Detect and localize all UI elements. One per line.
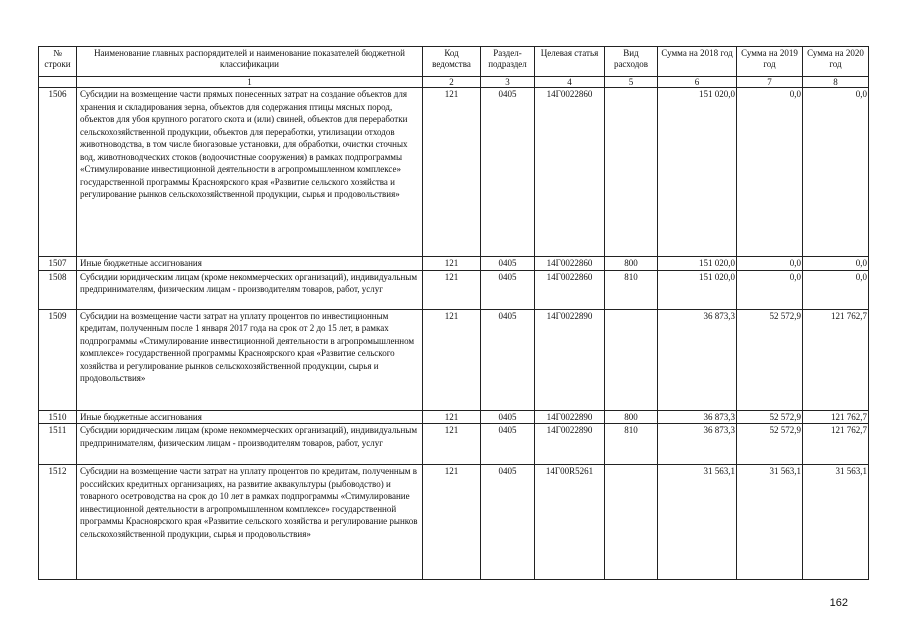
column-index: 4 (535, 77, 605, 88)
header-article: Целевая статья (535, 47, 605, 77)
row-expense-type (605, 465, 658, 580)
column-index: 2 (423, 77, 481, 88)
row-dept: 121 (423, 410, 481, 424)
header-name: Наименование главных распорядителей и наименование показателей бюджетной классификации (77, 47, 423, 77)
row-sum-2019: 31 563,1 (737, 465, 803, 580)
row-expense-type (605, 309, 658, 410)
row-dept: 121 (423, 257, 481, 271)
row-name: Субсидии на возмещение части затрат на уплату процентов по кредитам, полученным в российских кредитных организациях, на развитие аквакультуры (рыбоводство) и товарного осетроводства на срок до 10 лет в рамках подпрограммы «Стимулирование инвестиционной деятельности в агропромышленном комплексе» государственной программы Красноярского края «Развитие сельского хозяйства и регулирование рынков сельскохозяйственной продукции, сырья и продовольствия» (77, 465, 423, 580)
column-index: 8 (803, 77, 869, 88)
header-sum-2018: Сумма на 2018 год (658, 47, 737, 77)
row-expense-type (605, 88, 658, 257)
column-index: 5 (605, 77, 658, 88)
header-num: № строки (39, 47, 77, 77)
row-section: 0405 (481, 88, 535, 257)
row-number: 1508 (39, 270, 77, 309)
column-index: 6 (658, 77, 737, 88)
row-number: 1506 (39, 88, 77, 257)
header-section: Раздел-подраздел (481, 47, 535, 77)
row-name: Субсидии на возмещение части прямых понесенных затрат на создание объектов для хранения и складирования зерна, объектов для содержания птицы мясных пород, объектов для убоя крупного рогатого скота и (или) свиней, объектов для переработки сельскохозяйственной продукции, объектов для переработки, утилизации отходов животноводства, в том числе биогазовые установки, для обработки, очистки сточных вод, животноводческих стоков (водоочистные сооружения) в рамках подпрограммы «Стимулирование инвестиционной деятельности в агропромышленном комплексе» государственной программы Красноярского края «Развитие сельского хозяйства и регулирование рынков сельскохозяйственной продукции, сырья и продовольствия» (77, 88, 423, 257)
row-sum-2020: 121 762,7 (803, 410, 869, 424)
header-expense-type: Вид расходов (605, 47, 658, 77)
row-sum-2019: 52 572,9 (737, 410, 803, 424)
column-index-row (39, 77, 869, 88)
row-number: 1507 (39, 257, 77, 271)
column-index: 1 (77, 77, 423, 88)
header-dept: Код ведомства (423, 47, 481, 77)
row-dept: 121 (423, 88, 481, 257)
column-index: 3 (481, 77, 535, 88)
column-index: 7 (737, 77, 803, 88)
page-number: 162 (829, 597, 848, 609)
row-sum-2019: 52 572,9 (737, 424, 803, 465)
header-row (39, 47, 869, 77)
row-sum-2019: 0,0 (737, 88, 803, 257)
row-article: 14Г0022860 (535, 257, 605, 271)
row-dept: 121 (423, 309, 481, 410)
header-sum-2019: Сумма на 2019 год (737, 47, 803, 77)
row-article: 14Г0022860 (535, 270, 605, 309)
budget-table-page (38, 46, 868, 580)
row-sum-2019: 0,0 (737, 270, 803, 309)
table-row (39, 465, 869, 580)
row-section: 0405 (481, 424, 535, 465)
row-number: 1510 (39, 410, 77, 424)
budget-table (38, 46, 869, 580)
row-sum-2020: 0,0 (803, 270, 869, 309)
row-sum-2020: 121 762,7 (803, 309, 869, 410)
row-name: Субсидии юридическим лицам (кроме некоммерческих организаций), индивидуальным предпринимателям, физическим лицам - производителям товаров, работ, услуг (77, 424, 423, 465)
table-row (39, 270, 869, 309)
row-sum-2019: 0,0 (737, 257, 803, 271)
row-name: Иные бюджетные ассигнования (77, 257, 423, 271)
row-sum-2020: 31 563,1 (803, 465, 869, 580)
row-sum-2018: 31 563,1 (658, 465, 737, 580)
row-name: Субсидии юридическим лицам (кроме некоммерческих организаций), индивидуальным предпринимателям, физическим лицам - производителям товаров, работ, услуг (77, 270, 423, 309)
row-article: 14Г0022890 (535, 410, 605, 424)
row-sum-2019: 52 572,9 (737, 309, 803, 410)
row-number: 1511 (39, 424, 77, 465)
row-sum-2018: 36 873,3 (658, 309, 737, 410)
row-expense-type: 800 (605, 410, 658, 424)
row-dept: 121 (423, 465, 481, 580)
header-sum-2020: Сумма на 2020 год (803, 47, 869, 77)
row-section: 0405 (481, 465, 535, 580)
row-section: 0405 (481, 270, 535, 309)
row-sum-2020: 0,0 (803, 88, 869, 257)
row-expense-type: 810 (605, 424, 658, 465)
table-row (39, 410, 869, 424)
row-dept: 121 (423, 424, 481, 465)
table-row (39, 88, 869, 257)
row-sum-2018: 36 873,3 (658, 410, 737, 424)
row-dept: 121 (423, 270, 481, 309)
row-article: 14Г0022890 (535, 424, 605, 465)
row-sum-2020: 0,0 (803, 257, 869, 271)
row-section: 0405 (481, 257, 535, 271)
row-sum-2018: 151 020,0 (658, 270, 737, 309)
row-sum-2018: 151 020,0 (658, 257, 737, 271)
row-sum-2018: 151 020,0 (658, 88, 737, 257)
row-number: 1512 (39, 465, 77, 580)
row-section: 0405 (481, 309, 535, 410)
row-number: 1509 (39, 309, 77, 410)
table-row (39, 309, 869, 410)
row-article: 14Г0022860 (535, 88, 605, 257)
column-index-empty (39, 77, 77, 88)
row-name: Иные бюджетные ассигнования (77, 410, 423, 424)
row-sum-2018: 36 873,3 (658, 424, 737, 465)
row-article: 14Г00R5261 (535, 465, 605, 580)
row-sum-2020: 121 762,7 (803, 424, 869, 465)
table-row (39, 424, 869, 465)
row-expense-type: 810 (605, 270, 658, 309)
row-name: Субсидии на возмещение части затрат на уплату процентов по инвестиционным кредитам, полученным после 1 января 2017 года на срок от 2 до 15 лет, в рамках подпрограммы «Стимулирование инвестиционной деятельности в агропромышленном комплексе» государственной программы Красноярского края «Развитие сельского хозяйства и регулирование рынков сельскохозяйственной продукции, сырья и продовольствия» (77, 309, 423, 410)
row-article: 14Г0022890 (535, 309, 605, 410)
row-expense-type: 800 (605, 257, 658, 271)
table-row (39, 257, 869, 271)
row-section: 0405 (481, 410, 535, 424)
